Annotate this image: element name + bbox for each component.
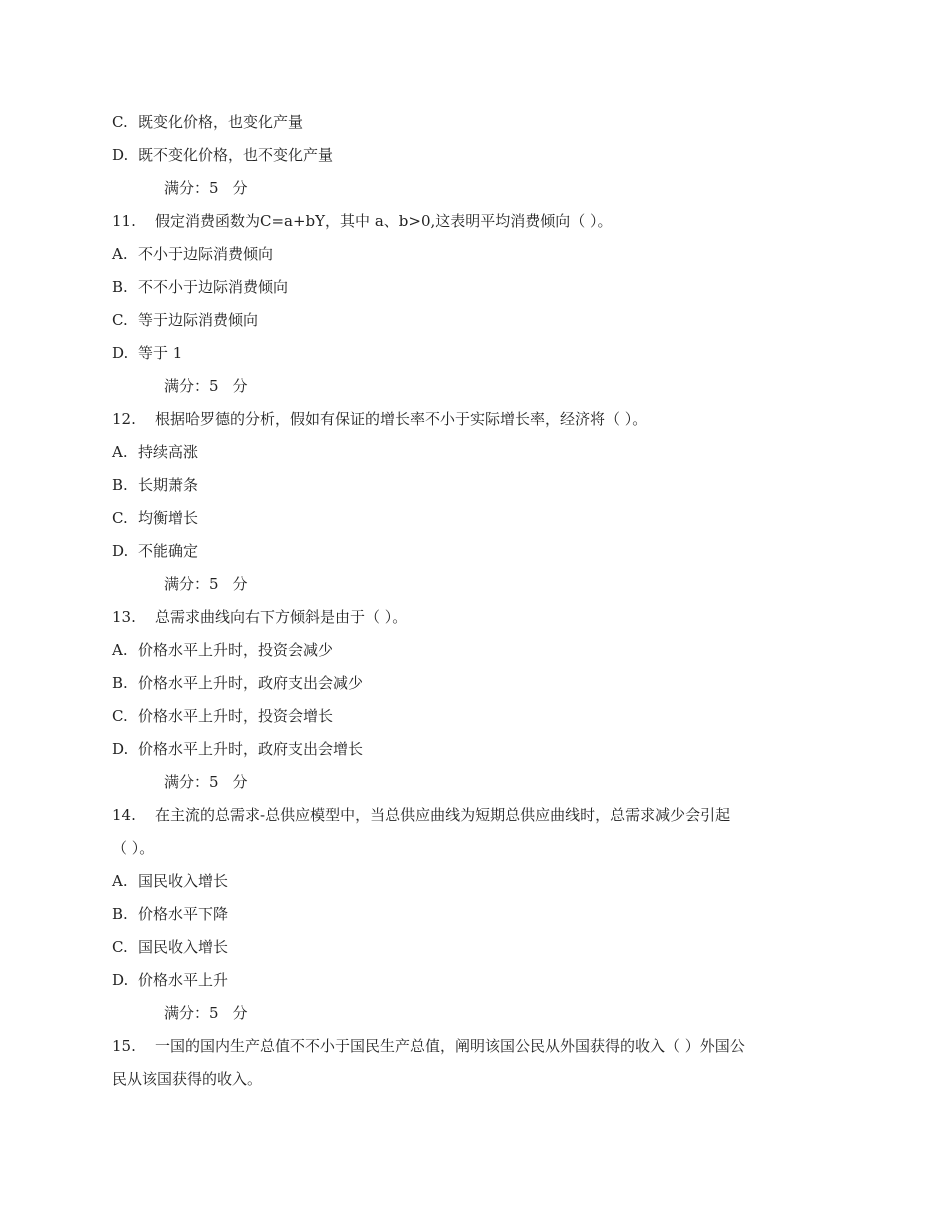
question-stem <box>112 403 834 436</box>
answer-option <box>112 502 834 535</box>
option-letter: D. <box>112 146 129 164</box>
answer-option <box>112 106 834 139</box>
option-letter: D. <box>112 344 129 362</box>
option-letter: C. <box>112 113 128 131</box>
option-letter: D. <box>112 971 129 989</box>
answer-option <box>112 634 834 667</box>
score-label <box>112 568 834 601</box>
option-letter: B. <box>112 905 128 923</box>
answer-option <box>112 304 834 337</box>
option-text: 等于 1 <box>138 344 183 362</box>
score-unit: 分 <box>232 773 248 791</box>
answer-option <box>112 469 834 502</box>
option-text: 不不小于边际消费倾向 <box>138 278 289 296</box>
score-unit: 分 <box>232 575 248 593</box>
answer-option <box>112 931 834 964</box>
option-text: 价格水平下降 <box>138 905 229 923</box>
option-letter: C. <box>112 311 128 329</box>
option-text: 不能确定 <box>138 542 199 560</box>
question-text-continued: 民从该国获得的收入。 <box>112 1070 263 1088</box>
score-value: 满分：5 <box>164 179 219 197</box>
answer-option <box>112 271 834 304</box>
option-text: 价格水平上升时，投资会减少 <box>138 641 334 659</box>
score-label <box>112 370 834 403</box>
option-text: 既不变化价格，也不变化产量 <box>138 146 334 164</box>
answer-option <box>112 865 834 898</box>
option-text: 价格水平上升时，政府支出会减少 <box>138 674 364 692</box>
question-number: 13. <box>112 608 136 626</box>
question-number: 15. <box>112 1037 136 1055</box>
score-unit: 分 <box>232 377 248 395</box>
option-text: 等于边际消费倾向 <box>138 311 259 329</box>
answer-option <box>112 964 834 997</box>
question-text-continued: （ ）。 <box>112 839 155 857</box>
option-text: 国民收入增长 <box>138 938 229 956</box>
option-text: 长期萧条 <box>138 476 199 494</box>
option-letter: D. <box>112 542 129 560</box>
option-text: 均衡增长 <box>138 509 199 527</box>
score-value: 满分：5 <box>164 1004 219 1022</box>
score-label <box>112 766 834 799</box>
score-value: 满分：5 <box>164 773 219 791</box>
option-letter: C. <box>112 509 128 527</box>
answer-option <box>112 898 834 931</box>
question-text: 总需求曲线向右下方倾斜是由于（ ）。 <box>155 608 408 626</box>
answer-option <box>112 535 834 568</box>
option-text: 价格水平上升 <box>138 971 229 989</box>
option-letter: D. <box>112 740 129 758</box>
question-number: 11. <box>112 212 136 230</box>
option-text: 持续高涨 <box>138 443 199 461</box>
question-stem <box>112 205 834 238</box>
answer-option <box>112 733 834 766</box>
score-label <box>112 997 834 1030</box>
question-text: 一国的国内生产总值不不小于国民生产总值，阐明该国公民从外国获得的收入（ ）外国公 <box>155 1037 745 1055</box>
score-value: 满分：5 <box>164 377 219 395</box>
option-letter: B. <box>112 476 128 494</box>
answer-option <box>112 667 834 700</box>
option-letter: C. <box>112 707 128 725</box>
score-unit: 分 <box>232 179 248 197</box>
option-letter: A. <box>112 872 128 890</box>
question-list <box>112 106 834 1096</box>
question-number: 12. <box>112 410 136 428</box>
option-text: 价格水平上升时，投资会增长 <box>138 707 334 725</box>
option-letter: B. <box>112 674 128 692</box>
question-text: 在主流的总需求-总供应模型中，当总供应曲线为短期总供应曲线时，总需求减少会引起 <box>155 806 731 824</box>
option-text: 价格水平上升时，政府支出会增长 <box>138 740 364 758</box>
score-unit: 分 <box>232 1004 248 1022</box>
answer-option <box>112 139 834 172</box>
score-label <box>112 172 834 205</box>
option-letter: C. <box>112 938 128 956</box>
answer-option <box>112 436 834 469</box>
option-letter: B. <box>112 278 128 296</box>
question-text: 假定消费函数为C=a+bY，其中 a、b>0,这表明平均消费倾向（ ）。 <box>155 212 613 230</box>
option-letter: A. <box>112 641 128 659</box>
answer-option <box>112 238 834 271</box>
score-value: 满分：5 <box>164 575 219 593</box>
option-text: 既变化价格，也变化产量 <box>138 113 304 131</box>
answer-option <box>112 700 834 733</box>
option-text: 不小于边际消费倾向 <box>138 245 274 263</box>
option-text: 国民收入增长 <box>138 872 229 890</box>
question-stem <box>112 1030 834 1063</box>
question-stem <box>112 601 834 634</box>
question-stem <box>112 799 834 832</box>
option-letter: A. <box>112 443 128 461</box>
answer-option <box>112 337 834 370</box>
question-text: 根据哈罗德的分析，假如有保证的增长率不小于实际增长率，经济将（ ）。 <box>155 410 648 428</box>
option-letter: A. <box>112 245 128 263</box>
question-number: 14. <box>112 806 136 824</box>
